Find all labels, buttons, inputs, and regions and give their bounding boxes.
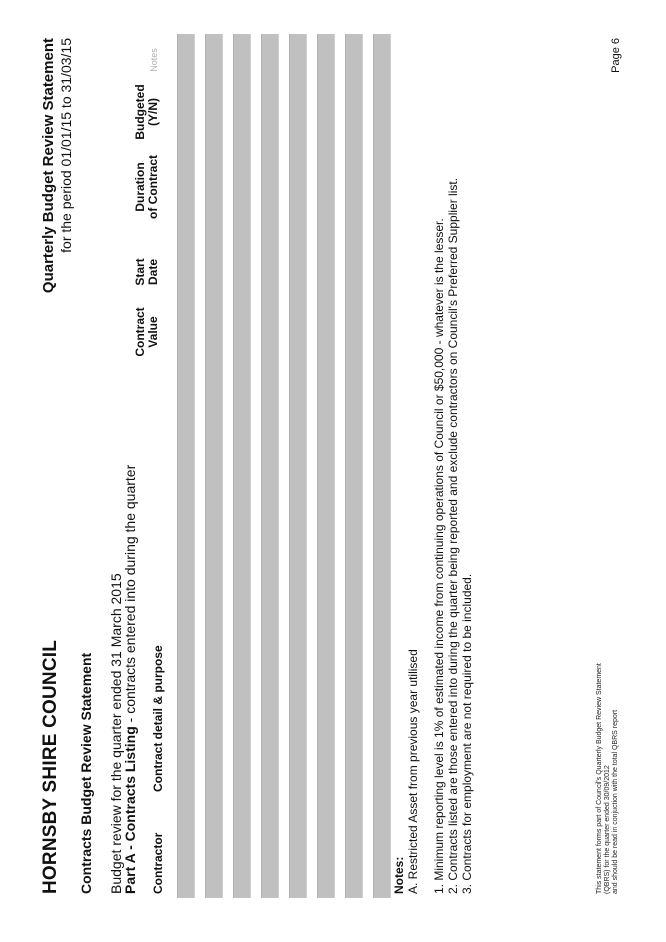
council-name: HORNSBY SHIRE COUNCIL — [40, 639, 61, 894]
footer-line: and should be read in conjuction with the total QBRS report — [612, 709, 619, 894]
column-header-detail: Contract detail & purpose — [151, 645, 165, 792]
table-row — [205, 34, 223, 898]
review-line: Budget review for the quarter ended 31 March 2015 — [108, 573, 124, 894]
column-header-start-date-line1: Start — [133, 258, 147, 286]
table-row — [289, 34, 307, 898]
statement-title: Quarterly Budget Review Statement — [40, 38, 57, 294]
part-a-description: - contracts entered into during the quarter — [122, 464, 138, 727]
note-item: 1. Minimum reporting level is 1% of estimated income from continuing operations of Council or $50,000 - whatever is the lesser. — [432, 218, 446, 894]
note-item: 2. Contracts listed are those entered into during the quarter being reported and exclude contractors on Council's Preferred Supplier list. — [446, 177, 460, 894]
note-item: 3. Contracts for employment are not required to be included. — [460, 573, 474, 894]
notes-title: Notes: — [392, 856, 406, 894]
column-header-duration-line1: Duration — [133, 162, 147, 212]
column-header-budgeted-line1: Budgeted — [133, 84, 147, 140]
page-number: Page 6 — [610, 38, 622, 73]
table-row — [177, 34, 195, 898]
section-title: Contracts Budget Review Statement — [78, 652, 94, 894]
contracts-table-body — [177, 34, 401, 898]
table-row — [233, 34, 251, 898]
column-header-notes: Notes — [149, 48, 159, 72]
column-header-contractor: Contractor — [151, 832, 165, 894]
table-row — [261, 34, 279, 898]
column-header-budgeted-line2: (Y/N) — [146, 98, 160, 126]
column-header-duration — [134, 142, 160, 232]
table-row — [317, 34, 335, 898]
part-a-label: Part A - Contracts Listing — [122, 726, 138, 894]
footer-line: (QBRS) for the quarter ended 30/09/2012 — [604, 765, 611, 894]
column-header-contract-value-line1: Contract — [133, 307, 147, 357]
part-a-heading — [122, 465, 138, 894]
column-header-budgeted — [134, 82, 160, 142]
column-header-start-date-line2: Date — [146, 259, 160, 286]
table-row — [345, 34, 363, 898]
note-a: A. Restricted Asset from previous year utilised — [406, 649, 420, 894]
column-header-duration-line2: of Contract — [146, 155, 160, 219]
footer-line: This statement forms part of Council's Quarterly Budget Review Statement — [596, 663, 603, 894]
column-header-contract-value-line2: Value — [146, 316, 160, 348]
column-header-start-date — [134, 252, 160, 292]
table-row — [373, 34, 391, 898]
statement-period: for the period 01/01/15 to 31/03/15 — [58, 38, 74, 253]
column-header-contract-value — [134, 302, 160, 362]
